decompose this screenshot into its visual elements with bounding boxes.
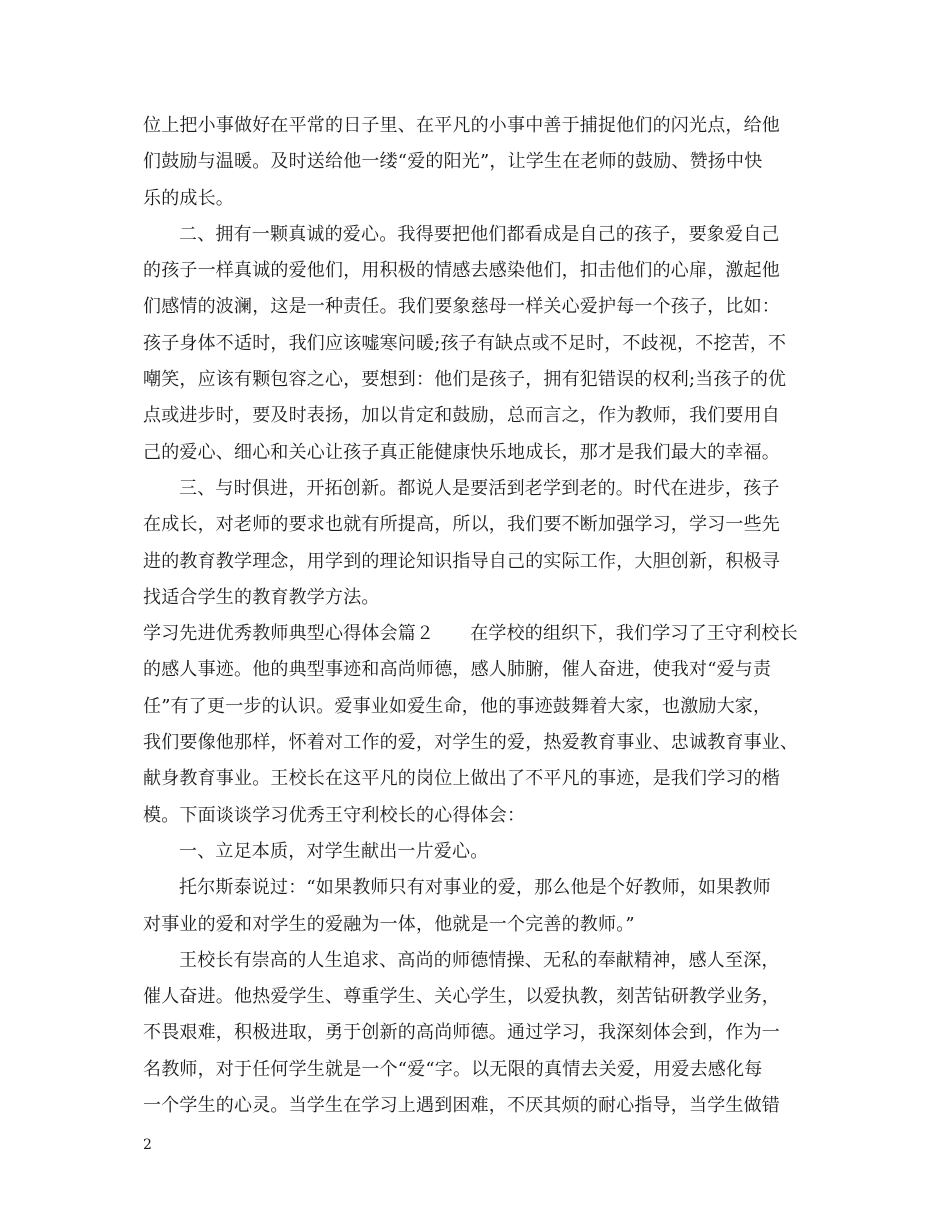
text-line: 嘲笑，应该有颗包容之心，要想到：他们是孩子，拥有犯错误的权利;当孩子的优 xyxy=(143,369,787,391)
text-line: 点或进步时，要及时表扬，加以肯定和鼓励，总而言之，作为教师，我们要用自 xyxy=(143,405,780,427)
text-line: 进的教育教学理念，用学到的理论知识指导自己的实际工作，大胆创新，积极寻 xyxy=(143,550,780,572)
text-line: 催人奋进。他热爱学生、尊重学生、关心学生，以爱执教，刻苦钻研教学业务， xyxy=(143,986,780,1008)
text-line: 对事业的爱和对学生的爱融为一体，他就是一个完善的教师。” xyxy=(143,913,635,935)
section-title: 学习先进优秀教师典型心得体会篇２ xyxy=(143,623,435,645)
text-line: 找适合学生的教育教学方法。 xyxy=(143,586,380,608)
paragraph-start-line: 二、拥有一颗真诚的爱心。我得要把他们都看成是自己的孩子，要象爱自己 xyxy=(179,223,780,245)
text-line: 乐的成长。 xyxy=(143,187,234,209)
text-line: 位上把小事做好在平常的日子里、在平凡的小事中善于捕捉他们的闪光点，给他 xyxy=(143,115,780,136)
text-line: 在成长，对老师的要求也就有所提高，所以，我们要不断加强学习，学习一些先 xyxy=(143,514,780,536)
text-line: 一个学生的心灵。当学生在学习上遇到困难，不厌其烦的耐心指导，当学生做错 xyxy=(143,1095,780,1117)
text-line: 模。下面谈谈学习优秀王守利校长的心得体会： xyxy=(143,804,526,826)
text-line: 孩子身体不适时，我们应该嘘寒问暖;孩子有缺点或不足时，不歧视，不挖苦，不 xyxy=(143,332,787,354)
text-line: 己的爱心、细心和关心让孩子真正能健康快乐地成长，那才是我们最大的幸福。 xyxy=(143,441,780,463)
text-line: 献身教育事业。王校长在这平凡的岗位上做出了不平凡的事迹，是我们学习的楷 xyxy=(143,768,780,790)
paragraph-start-line: 王校长有崇高的人生追求、高尚的师德情操、无私的奉献精神，感人至深， xyxy=(179,949,780,971)
text-line: 们感情的波澜，这是一种责任。我们要象慈母一样关心爱护每一个孩子，比如： xyxy=(143,296,780,318)
page-number: 2 xyxy=(143,1137,152,1153)
text-line: 名教师，对于任何学生就是一个“爱“字。以无限的真情去关爱，用爱去感化每 xyxy=(143,1058,763,1080)
section-heading-line xyxy=(143,616,823,652)
document-body xyxy=(143,108,823,1124)
section-first-text: 在学校的组织下，我们学习了王守利校长 xyxy=(470,623,798,645)
text-line: 我们要像他那样，怀着对工作的爱，对学生的爱，热爱教育事业、忠诚教育事业、 xyxy=(143,732,799,754)
text-line: 的感人事迹。他的典型事迹和高尚师德，感人肺腑，催人奋进，使我对“爱与责 xyxy=(143,659,772,681)
paragraph-start-line: 一、立足本质，对学生献出一片爱心。 xyxy=(179,840,489,862)
paragraph-start-line: 托尔斯泰说过：“如果教师只有对事业的爱，那么他是个好教师，如果教师 xyxy=(179,877,771,899)
paragraph-start-line: 三、与时俱进，开拓创新。都说人是要活到老学到老的。时代在进步，孩子 xyxy=(179,477,780,499)
text-line: 的孩子一样真诚的爱他们，用积极的情感去感染他们，扣击他们的心扉，激起他 xyxy=(143,260,780,282)
text-line: 不畏艰难，积极进取，勇于创新的高尚师德。通过学习，我深刻体会到，作为一 xyxy=(143,1022,780,1044)
text-line: 们鼓励与温暖。及时送给他一缕“爱的阳光”，让学生在老师的鼓励、赞扬中快 xyxy=(143,151,763,173)
text-line: 任”有了更一步的认识。爱事业如爱生命，他的事迹鼓舞着大家，也激励大家， xyxy=(143,695,772,717)
